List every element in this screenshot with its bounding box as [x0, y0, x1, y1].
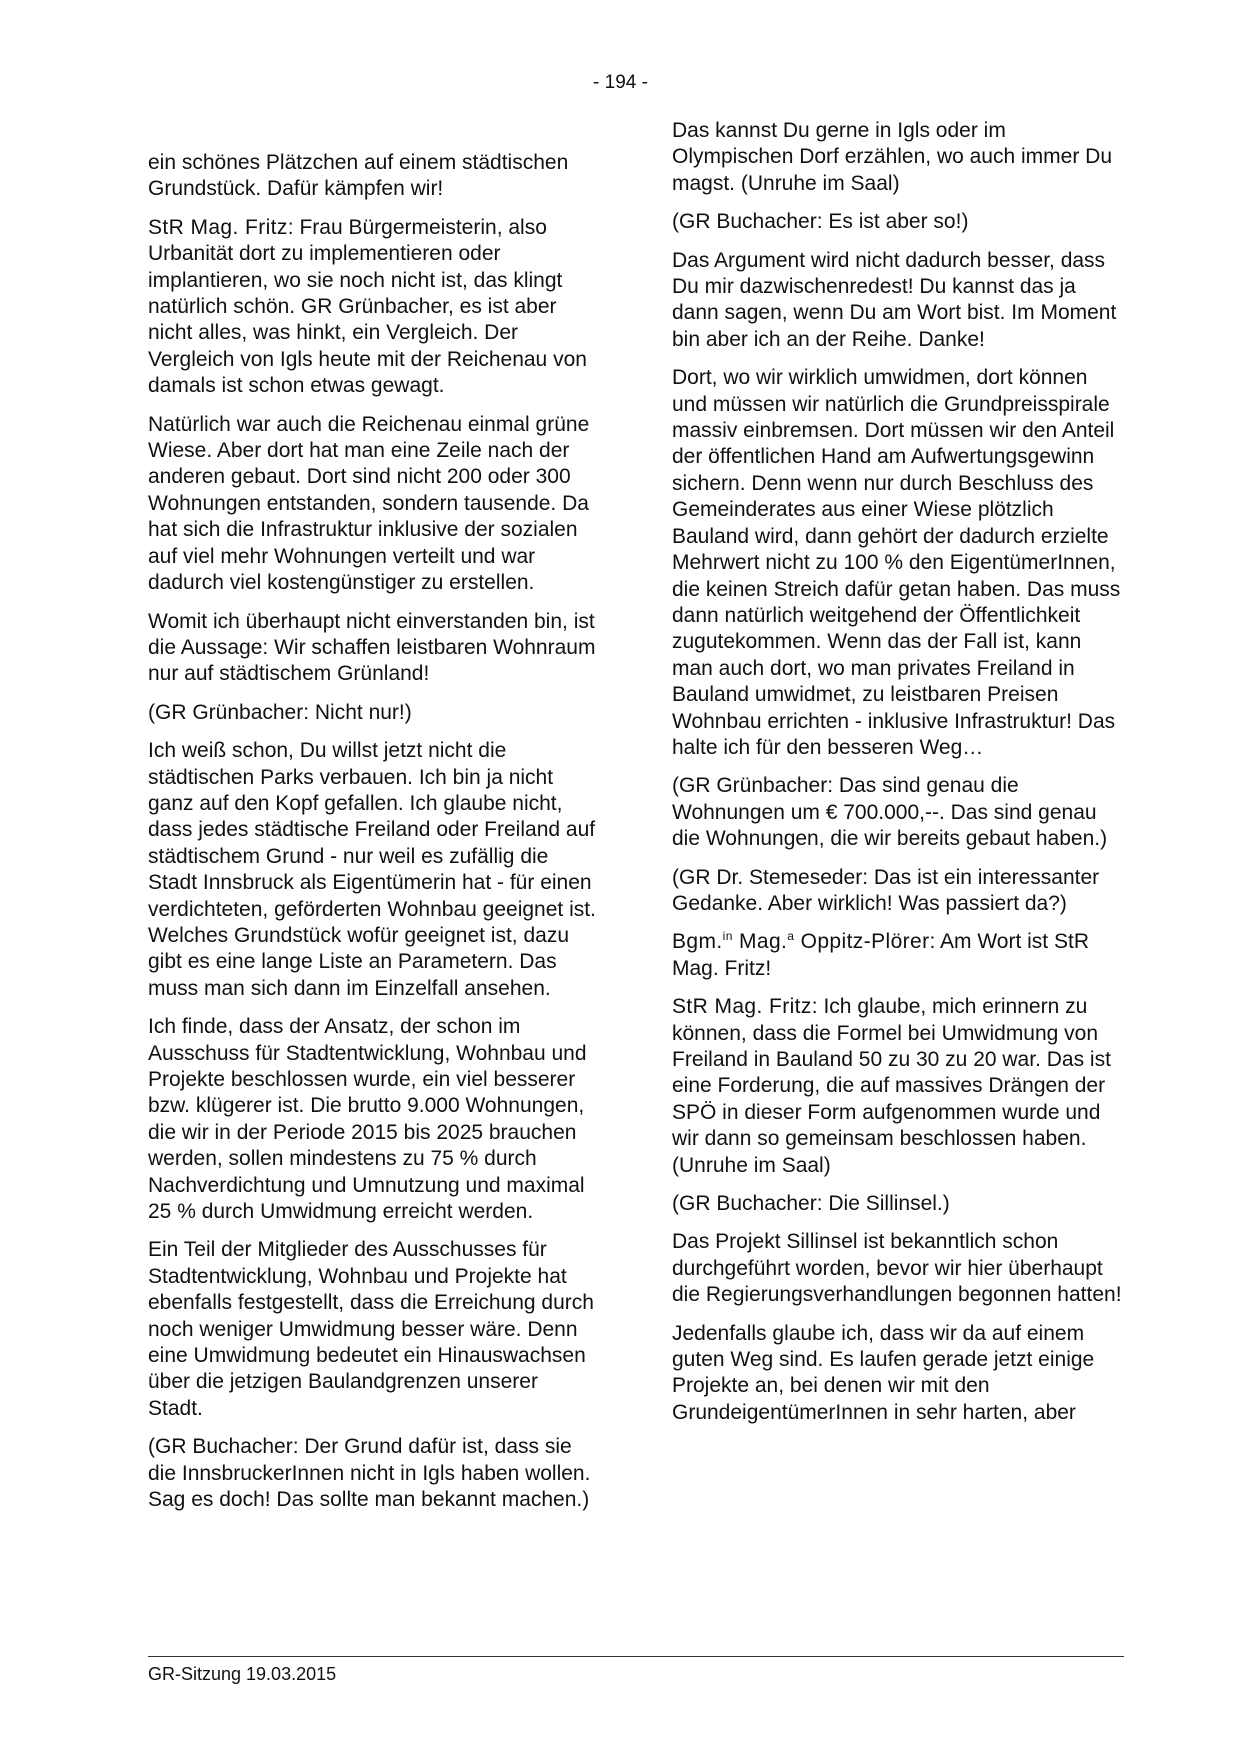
paragraph: Dort, wo wir wirklich umwidmen, dort können und müssen wir natürlich die Grundpreisspirale massiv einbremsen. Dort müssen wir den Anteil der öffentlichen Hand am Aufwertungsgewinn sichern. Denn wenn nur durch Beschluss des Gemeinderates aus einer Wiese plötzlich Bauland wird, dann gehört der dadurch erzielte Mehrwert nicht zu 100 % den EigentümerInnen, die keinen Streich dafür getan haben. Das muss dann natürlich weitgehend der Öffentlichkeit zugutekommen. Wenn das der Fall ist, kann man auch dort, wo man privates Freiland in Bauland umwidmet, zu leistbaren Preisen Wohnbau errichten - inklusive Infrastruktur! Das halte ich für den besseren Weg…: [672, 366, 1121, 759]
paragraph: (GR Grünbacher: Das sind genau die Wohnungen um € 700.000,--. Das sind genau die Wohnungen, die wir bereits gebaut haben.): [672, 774, 1108, 851]
paragraph: [148, 215, 598, 400]
paragraph: (GR Dr. Stemeseder: Das ist ein interessanter Gedanke. Aber wirklich! Was passiert da?): [672, 865, 1100, 915]
paragraph: (GR Grünbacher: Nicht nur!): [148, 700, 412, 724]
speech-text: : Ich glaube, mich erinnern zu können, dass die Formel bei Umwidmung von Freiland in Bauland 50 zu 30 zu 20 war. Das ist eine Forderung, die auf massives Drängen der SPÖ in dieser Form aufgenommen wurde und wir dann so gemeinsam beschlossen haben. (Unruhe im Saal): [672, 995, 1111, 1177]
paragraph: Ich weiß schon, Du willst jetzt nicht die städtischen Parks verbauen. Ich bin ja nicht ganz auf den Kopf gefallen. Ich glaube nicht, dass jedes städtische Freiland oder Freiland auf städtischem Grund - nur weil es zufällig die Stadt Innsbruck als Eigentümerin hat - für einen verdichteten, geförderten Wohnbau geeignet ist. Welches Grundstück wofür geeignet ist, dazu gibt es eine lange Liste an Parametern. Das muss man sich dann im Einzelfall ansehen.: [148, 739, 596, 1000]
paragraph: Das Argument wird nicht dadurch besser, dass Du mir dazwischenredest! Du kannst das ja dann sagen, wenn Du am Wort bist. Im Moment bin aber ich an der Reihe. Danke!: [672, 248, 1117, 351]
left-column: [148, 150, 598, 1526]
paragraph: Das kannst Du gerne in Igls oder im Olympischen Dorf erzählen, wo auch immer Du magst. (Unruhe im Saal): [672, 119, 1112, 195]
right-column: [672, 118, 1122, 1438]
paragraph: Ein Teil der Mitglieder des Ausschusses für Stadtentwicklung, Wohnbau und Projekte hat ebenfalls festgestellt, dass die Erreichung durch noch weniger Umwidmung besser wäre. Denn eine Umwidmung bedeutet ein Hinauswachsen über die jetzigen Baulandgrenzen unserer Stadt.: [148, 1238, 594, 1420]
paragraph: Ich finde, dass der Ansatz, der schon im Ausschuss für Stadtentwicklung, Wohnbau und Projekte beschlossen wurde, ein viel besserer bzw. klügerer ist. Die brutto 9.000 Wohnungen, die wir in der Periode 2015 bis 2025 brauchen werden, sollen mindestens zu 75 % durch Nachverdichtung und Umnutzung und maximal 25 % durch Umwidmung erreicht werden.: [148, 1015, 587, 1224]
speech-text: : Am Wort ist StR Mag. Fritz!: [672, 930, 1089, 980]
footer-divider: [148, 1656, 1124, 1657]
paragraph: Natürlich war auch die Reichenau einmal grüne Wiese. Aber dort hat man eine Zeile nach der anderen gebaut. Dort sind nicht 200 oder 300 Wohnungen entstanden, sondern tausende. Da hat sich die Infrastruktur inklusive der sozialen auf viel mehr Wohnungen verteilt und war dadurch viel kostengünstiger zu erstellen.: [148, 412, 590, 595]
paragraph: (GR Buchacher: Die Sillinsel.): [672, 1192, 950, 1216]
paragraph: Womit ich überhaupt nicht einverstanden bin, ist die Aussage: Wir schaffen leistbaren Wohnraum nur auf städtischem Grünland!: [148, 609, 596, 686]
paragraph: Das Projekt Sillinsel ist bekanntlich schon durchgeführt worden, bevor wir hier überhaupt die Regierungsverhandlungen begonnen hatten!: [672, 1230, 1122, 1307]
speaker-title: Bgm.$^{in}$ Mag.$^a$ Oppitz-Plörer: [672, 929, 930, 954]
speaker-name: StR Mag. Fritz: [672, 995, 812, 1019]
paragraph: [672, 994, 1122, 1179]
paragraph: (GR Buchacher: Es ist aber so!): [672, 210, 969, 234]
paragraph: (GR Buchacher: Der Grund dafür ist, dass sie die InnsbruckerInnen nicht in Igls haben wollen. Sag es doch! Das sollte man bekannt machen.): [148, 1435, 591, 1512]
speaker-name: Oppitz-Plörer: [794, 930, 930, 954]
speech-text: : Frau Bürgermeisterin, also Urbanität dort zu implementieren oder implantieren, wo sie noch nicht ist, das klingt natürlich schön. GR Grünbacher, es ist aber nicht alles, was hinkt, ein Vergleich. Der Vergleich von Igls heute mit der Reichenau von damals ist schon etwas gewagt.: [148, 215, 587, 398]
speaker-name: StR Mag. Fritz: [148, 215, 288, 239]
paragraph: [672, 929, 1122, 982]
paragraph: ein schönes Plätzchen auf einem städtischen Grundstück. Dafür kämpfen wir!: [148, 151, 569, 201]
paragraph: Jedenfalls glaube ich, dass wir da auf einem guten Weg sind. Es laufen gerade jetzt einige Projekte an, bei denen wir mit den GrundeigentümerInnen in sehr harten, aber: [672, 1321, 1095, 1424]
page-number: - 194 -: [593, 72, 648, 93]
footer-text: GR-Sitzung 19.03.2015: [148, 1664, 337, 1684]
